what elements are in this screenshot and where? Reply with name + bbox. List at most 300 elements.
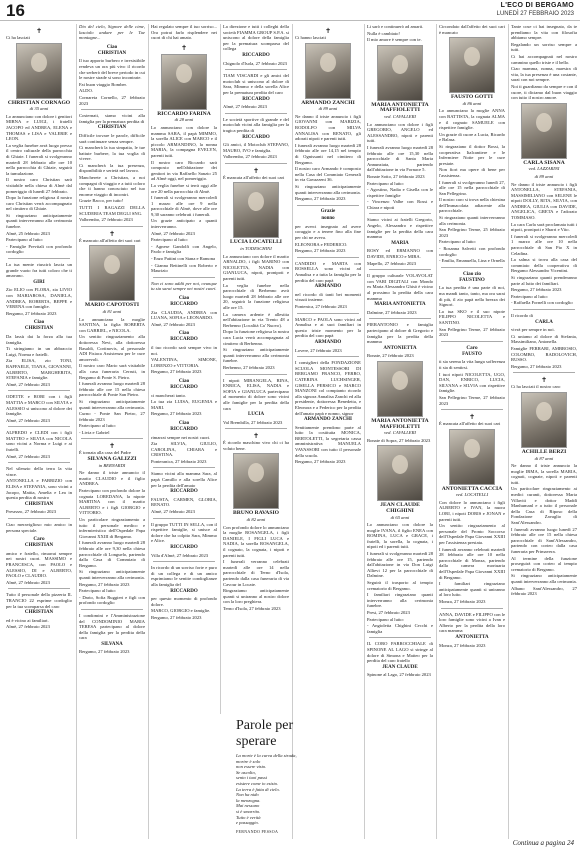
- notice-text: nel ricordo di tanti bei momenti vissuti insieme.: [295, 291, 361, 303]
- notice-text: Con profondo dolore lo annunciano la moglie ROSANGELA, i figli DANIELE, I FIGLI LUCA e NADIA, la sorella ROSANGELA, il cognato, la cognata, i nipoti e parenti tutti.: [223, 524, 289, 558]
- poem-line: non essere visto.: [236, 764, 267, 770]
- notice-text: Lo annunciano con dolore i figli GREGORIO, ANGELO ed ALESSANDRO, nipoti e parenti tutti.: [367, 121, 433, 144]
- deceased-age: di 89 anni: [318, 106, 338, 112]
- notice-text: ALFREDO e CLEDI con i figli MATTEO e SILVIA con NICOLA sono vicini a Norma e Luigi e ai fratelli.: [6, 430, 72, 453]
- notice-name: SILVANA: [101, 641, 123, 647]
- notice-text: È mancata all'affetto dei suoi cari: [223, 174, 285, 180]
- portrait-photo: [161, 54, 207, 110]
- notice-name: ARMANDO: [314, 284, 342, 290]
- cross-icon: ✝: [541, 376, 547, 385]
- divider: [369, 213, 431, 214]
- notice-text: Ciao mamma, nonna, maestra di vita, la tua presenza è una costante, sarai con noi sempre.: [511, 66, 577, 83]
- notice-text: TIAM VISCARDI e gli amici del motoclub si uniscono al dolore di Sara, Mimmo e della sorella Alice per la prematura perdita del caro: [223, 73, 289, 95]
- notice-text: il tuo ricordo sarà sempre vivo in noi.: [151, 344, 217, 356]
- notice-text: Ne danno il triste annuncio la moglie IRMA, la sorella MARIA, cognati, cognate, nipoti e parenti tutti.: [511, 463, 577, 485]
- notice-text: Nulla è cambiato!: [367, 30, 400, 36]
- cross-icon: ✝: [469, 413, 475, 422]
- divider: [297, 257, 359, 258]
- notice-text: San Pellegrino Terme, 27 febbraio 2023: [439, 326, 505, 338]
- notice-text: Almè, 27 febbraio 2023: [151, 230, 195, 236]
- notice-text: Ci hai accompagnati nel nostro cammino quello triste e il bello.: [511, 53, 577, 65]
- notice-text: La veglia funebre avrà luogo presso il centro culturale della parrocchia di Ghiaie. I funerali si svolgeranno martedì 28 febbraio alle ore 10 nella parrocchia di Ghiaie, seguirà la tumulazione.: [6, 142, 72, 176]
- notice-text: Si ringraziano anticipatamente quanti interverranno alla cerimonia funebre.: [223, 347, 289, 364]
- notice-text: I funerali si svolgeranno martedì 28 febbraio alle ore 15, partendo dall'abitazione in via Don Luigi Allievi 12 per la parrocchiale di Dalmine.: [367, 551, 433, 579]
- divider: [225, 69, 287, 70]
- poem-line: e passaggio.: [236, 820, 259, 826]
- divider: [81, 609, 143, 610]
- notice-name: Grazie: [320, 208, 336, 214]
- deceased-name: ACHILLE BERZI: [521, 448, 567, 455]
- notice-heading: Ciao: [178, 377, 190, 384]
- notice-text: Si ringraziano anticipatamente quanti interverranno alla cerimonia funebre.: [6, 212, 72, 230]
- notice-text: Noi ti guardiamo da sempre e con il cuore, ti diciamo dal buon viaggio con tutto il nostro amore.: [511, 83, 577, 101]
- divider: [225, 113, 287, 114]
- obituary-column-2: [76, 24, 147, 839]
- cross-icon: ✝: [109, 442, 115, 451]
- notice-name: RICCARDO: [170, 337, 198, 343]
- notice-text: Fai buon viaggio Bomber.: [79, 81, 127, 87]
- notice-text: Il tuo apporto burbero e irresistibile rendeva un ora più vivo il ricordo che serberò del breve periodo in cui le nostre strade si sono incontrate.: [79, 58, 145, 81]
- notice-text: Grazie Bacco, per tutto!: [79, 198, 124, 204]
- divider: [369, 637, 431, 638]
- obituary-column-6: [364, 24, 435, 839]
- notice-text: Partecipano al lutto:: [79, 423, 116, 429]
- notice-name: ANTONIETTA: [455, 634, 489, 640]
- notice-name: RICCARDO: [170, 588, 198, 594]
- notice-text: Il mio amore è sempre con te.: [367, 37, 422, 43]
- notice-text: - Enzo Pattini con Siana e Ramona: [151, 256, 216, 262]
- notice-text: Il ricordo di: [511, 312, 533, 318]
- notice-name: MARIA ANTONIETTA: [374, 302, 426, 308]
- notice-text: - Gianna Bettinelli con Roberto e Maurizio: [151, 262, 217, 274]
- notice-text: Tutto il personale della pizzeria IL TRANCIO 22 esprime cordoglio per la tua scomparsa del caro: [6, 592, 72, 609]
- notice-text: Il nostro caro si trova nella chiesina dell'Immacolata adiacente alla parrocchiale.: [439, 197, 505, 214]
- notice-text: Valbrembo, 27 febbraio 2023: [79, 217, 133, 223]
- notice-heading: Ciao: [33, 319, 45, 326]
- notice-name: GIRI: [33, 279, 45, 285]
- notice-text: I funerali avranno luogo martedì 28 febbraio alle ore 9,30 nella chiesa parrocchiale di Longuelo, partendo dalla Casa di Commiato di Bergamo.: [79, 540, 145, 568]
- notice-text: La direzione e tutti i colleghi della società FIAMMA GROUP S.P.A. si uniscono al dolore della famiglia per la prematura scomparsa del collega: [223, 24, 289, 52]
- notice-text: Almè, 27 febbraio 2023: [6, 381, 50, 387]
- notice-text: Ci uniamo al dolore di Stefania, Massimiliano, Antonella.: [511, 333, 577, 345]
- notice-text: - Emilia, Emanuella, Lina e Ornella: [439, 258, 505, 264]
- notice-name: CHRISTIAN: [24, 501, 54, 507]
- notice-name: RICCARDO: [170, 545, 198, 550]
- notice-text: Curno - Ponte San Pietro, 27 febbraio 2023: [79, 411, 145, 422]
- notice-text: Da lassù dai la forza alla tua famiglia.: [6, 333, 72, 345]
- notice-text: I condomini e l'Amministrazione del CONDOMINIO MARIA TERESA partecipano al dolore della famiglia per la perdita della cara: [79, 612, 145, 641]
- notice-text: ROSY ed ERMANNO con DAVIDE, ENRICO e MIRA.: [367, 248, 433, 260]
- notice-text: Bergamo, 27 febbraio 2023: [79, 649, 130, 655]
- divider: [441, 608, 503, 609]
- divider: [153, 518, 215, 519]
- deceased-name: ANTONIETTA CACCIA: [441, 485, 503, 492]
- notice-text: Ne danno il triste annuncio il marito CLAUDIO e il figlio ANDREA.: [79, 470, 145, 487]
- notice-text: Lovere, 27 febbraio 2023: [295, 347, 342, 353]
- divider: [441, 267, 503, 268]
- notice-text: - Rosanna Salvetti con profondo cordoglio: [439, 246, 505, 257]
- divider: [8, 426, 70, 427]
- poem-line: La morte è la curva della strada,: [236, 753, 297, 758]
- notice-text: Partecipano al lutto:: [151, 237, 188, 243]
- notice-text: Non fiori ma opere di bene per l'assistenza.: [439, 167, 505, 178]
- deceased-age: ved. CAVALLERI: [384, 113, 416, 119]
- notice-text: I funerali si svolgeranno mercoledì 1 marzo alle ore 9 nella parrocchiale di Almè, dove alle ore 9,30 saranno celebrati i funerali.: [151, 195, 217, 217]
- notice-text: Si ringraziano anticipatamente quanti interverranno alla cerimonia.: [511, 573, 577, 584]
- notice-text: La camera ardente è allestita nell'abitazione in via Trento 48 a Berbenno (Località Ca' Nuovo).: [223, 311, 289, 328]
- deceased-age: di 89 anni: [534, 173, 554, 179]
- notice-name: FAUSTINO: [459, 277, 485, 283]
- deceased-age: ved. CAVALLERI: [384, 430, 416, 436]
- notice-text: Hai regalato sempre il tuo sorriso... Ora potrai farlo risplendere nei cuori di chi hai amato.: [151, 24, 217, 41]
- notice-name: RICCARDO: [242, 52, 270, 58]
- cross-icon: ✝: [253, 432, 259, 441]
- notice-name: ARMANDO ZANCHI: [304, 417, 352, 423]
- divider: [8, 462, 70, 463]
- notice-text: Gli amici, il Motoclub STEFANO, MAURO, IVO e famiglia.: [223, 142, 289, 153]
- notice-text: Un grazie di cuore a Lucia, Ricardo e Balasa.: [439, 131, 505, 143]
- deceased-age: di 65 anni: [390, 514, 410, 520]
- notice-text: I funerali verranno celebrati martedì alle ore 14 nella parrocchiale di Terno d'Isola, partendo dalla casa funeraria di via Cavour in Locate.: [223, 559, 289, 587]
- notice-text: Almè, 27 febbraio 2023: [6, 579, 50, 585]
- notice-text: Partecipano con profondo dolore la cognata LOREDANA, la nipote MARTINA con il marito ALBERTO e i figli GIORGIO e VITTORIO.: [79, 488, 145, 516]
- notice-text: Presi, 27 febbraio 2023: [367, 610, 410, 615]
- notice-text: Tante cose ci hai insegnato, da te prendiamo la vita con filosofia abbiamo sempre.: [511, 24, 577, 41]
- notice-text: Costernati, siamo vicini alla famiglia per la prematura perdita di: [79, 113, 145, 124]
- divider: [81, 438, 143, 439]
- notice-text: Partecipano al lutto:: [367, 180, 404, 186]
- notice-text: Il nostro caro Armando è composto nella Casa del Commiato Generali in via Gavazzeni 36.: [295, 166, 361, 183]
- deceased-name: LUCIA LOCATELLI: [230, 239, 282, 246]
- notice-text: Almè, 27 febbraio 2023: [223, 104, 267, 110]
- notice-text: FAUSTA, CARMEN, GLORIA, RENATO.: [151, 496, 217, 508]
- portrait-photo: [305, 43, 351, 99]
- notice-text: Regalando un sorriso sempre a tutti.: [511, 41, 577, 53]
- notice-text: È mancato all'affetto dei suoi cari: [79, 237, 141, 243]
- notice-text: - Agnese Gandolfi con Angelo, Paolo e famiglia: [151, 243, 217, 255]
- portrait-photo: [449, 37, 495, 93]
- notice-text: ANTONELLA e FABRIZIO con ELISA e STEFANIA, sono vicini a Jacopo, Mattia, Amelia e Lea in questa perdita di nostro: [6, 478, 72, 501]
- notice-text: Zia ELISA, zio TONI, RAFFAELE, TIANA, GIOVANNI, ALBERTO, MARGHERITA, STEFANIA e famiglie.: [6, 358, 72, 381]
- notice-text: Partecipano al lutto:: [6, 237, 43, 243]
- cross-icon: ✝: [181, 43, 187, 52]
- notice-text: Valbrembo, 27 febbraio 2023: [223, 154, 277, 160]
- notice-heading: Ciao zio: [462, 270, 481, 277]
- divider: [81, 109, 143, 110]
- notice-text: Zia SILVIA, GIULIO, CAROLINA, CHIARA e CRISTINA.: [151, 441, 217, 458]
- notice-heading: Ciao: [178, 330, 190, 337]
- notice-text: Bonate di Sopra, 27 febbraio 2023: [367, 437, 431, 443]
- notice-text: Bergamo, 27 febbraio 2023: [6, 310, 57, 316]
- notice-text: Dopo la funzione religiosa il nostro caro Christian verrà accompagnato nel cimitero di Ghiaie.: [6, 195, 72, 212]
- poem-line: si è smarrito.: [236, 808, 261, 814]
- notice-heading: Ciao: [106, 43, 118, 50]
- portrait-photo: [521, 103, 567, 159]
- obituary-column-8: [508, 24, 579, 839]
- notice-text: IL CORO PARROCCHIALE di SPINONE AL LAGO si stringe al dolore di Simona e Matteo per la perdita del caro fratello: [367, 641, 433, 664]
- divider: [8, 258, 70, 259]
- notice-text: Il gruppo culturale VOLAVOLAT con VARI DIGITALI con Mondo ex Maria Alessandro Ghisò è vicino al prossimo la perdita della cara mamma: [367, 273, 433, 301]
- notice-text: MARCO e PAOLA sono vicini ad Annalisa e ai suoi familiari in questo triste momento per la perdita del caro papà: [295, 316, 361, 339]
- notice-text: In ricordo di un sorriso forte e puro di un collega e di un amico esprimiamo le sentite condoglianze alla famiglia del: [151, 565, 217, 587]
- notice-text: Li sarò e continuerò ad amarti.: [367, 24, 424, 29]
- notice-text: amico e fratello, rimarrai sempre nei nostri cuori. MASSIMO e FRANCESCA, con PAOLO e ALESSIO, DI e ALBERTO, PAOLO e CLAUDIO.: [6, 550, 72, 579]
- cross-icon: ✝: [325, 27, 331, 35]
- notice-name: MARIA: [391, 240, 409, 246]
- notice-text: Lo annunciano con dolore la mamma SARA, il papà MIMMO, la sorella ALICE con MARCO e il piccolo ARMANDINO, la nonna MARIA, la compagna EVELYN, parenti tutti.: [151, 124, 217, 158]
- newspaper-title: L'ECO DI BERGAMO: [500, 2, 574, 9]
- notice-text: Un sentito ringraziamento al personale del Pronto Soccorso dell'Ospedale Papa Giovanni XXIII per l'assistenza prestata.: [439, 523, 505, 546]
- notice-text: Bergamo, 27 febbraio 2023: [511, 363, 562, 369]
- notice-text: Le società sportive di grande e del motoclub vicini alla famiglia per la tragica perdita di: [223, 116, 289, 133]
- notice-text: Monza, 27 febbraio 2023: [439, 642, 486, 648]
- page-header: [0, 0, 580, 21]
- notice-text: Circondato dall'affetto dei suoi cari è mancato: [439, 24, 505, 35]
- notice-text: Terno d'Isola, 27 febbraio 2023: [223, 605, 281, 611]
- poem-line: La terra è fatta di cielo.: [236, 786, 280, 792]
- notice-name: nonno: [321, 216, 335, 222]
- notice-text: Dio del cielo, Signore delle cime, lascialo andare per le Tue montagne...: [79, 24, 145, 41]
- notice-text: Ponteranica, 27 febbraio 2023: [151, 458, 207, 464]
- notice-text: Con dolore lo annunciano i figli ALBERTO e IVAN, la nuora LORI, i nipoti DORIS e JONAN e parenti tutti.: [439, 499, 505, 522]
- notice-name: RICCARDO: [170, 489, 198, 495]
- divider: [297, 356, 359, 357]
- notice-text: Non ci sono addii per noi, ovunque tu sia sarai sempre nei nostri cuori.: [151, 280, 217, 292]
- notice-name: RICCARDO: [170, 384, 198, 390]
- obituary-column-1: [4, 24, 74, 839]
- portrait-photo: [233, 182, 279, 238]
- notice-text: Ne danno il triste annuncio i figli ANTONELLA, STEFANIA, MASSIMILIANO con SELENE le nipoti DOLLY, RITA, SILVIA, con ANDREA, GIULIA con DAVIDE, ANGELICA, GRETA e l'adorato TOMMASO.: [511, 181, 577, 221]
- deceased-age: in BERNARDI: [98, 462, 126, 468]
- notice-name: ARMANDO: [314, 339, 342, 345]
- poem-line: esistere come io esisto.: [236, 780, 279, 786]
- notice-text: Seguirà il trasporto al tempio crematorio di Bergamo.: [367, 580, 433, 591]
- divider: [153, 467, 215, 468]
- notice-text: MARCO, GIORGIO e famiglie.: [151, 608, 211, 614]
- notice-text: I funerali si svolgeranno mercoledì 1 marzo alle ore 10 nella parrocchiale di San Pio X in Celadina.: [511, 233, 577, 256]
- divider: [153, 277, 215, 278]
- divider: [81, 226, 143, 227]
- notice-text: Bergamo, 27 febbraio 2023: [295, 248, 346, 254]
- portrait-photo: [89, 245, 135, 301]
- notice-text: ti sia serena la vita lunga sofferenza ti sia di sentirsi.: [439, 359, 505, 370]
- notice-name: CHRISTIAN: [24, 326, 54, 332]
- notice-text: La salma si trova alla casa del commiato della cooperativa di Bergamo Alessandro Vicentini.: [511, 257, 577, 274]
- notice-text: Si ringraziano il dottor Bossi, la cooperativa Italcantiere e le Infermiere Notte per le cure prestate.: [439, 143, 505, 166]
- notice-text: VALENTINA, SIMONE, LORENZO e VITTORIA.: [151, 357, 217, 368]
- notice-text: - Agostino, Nadia e Gisella con le rispettive famiglie: [367, 187, 433, 198]
- notice-text: Siamo vicini alla mamma Sara, al papà Camillo e alla sorella Alice per la perdita dell'amato: [151, 471, 217, 488]
- portrait-photo: [377, 45, 423, 101]
- poem-line: sento i tuoi passi: [236, 775, 268, 781]
- notice-text: I tuoi nipoti NICOLETTA, UGO, DAN, ENRICO, LUCIA, SILVANA e SILVIA con rispettive famiglie.: [439, 371, 505, 394]
- continued-note: Continua a pagina 24: [512, 839, 574, 847]
- notice-text: PIERANTONIO e famiglia partecipano al dolore di Gregorio e famiglia per la perdita della mamma: [367, 322, 433, 345]
- divider: [225, 163, 287, 164]
- notice-text: - Famiglie Previtali con profondo cordoglio: [6, 243, 72, 255]
- notice-text: I nipoti MIRANGELA, RINA, ENRICA, ELISA, NADIA e SOFIA e GIANLUCA partecipano al momento di dolore sono vicini alle famiglie per la perdita della cara: [223, 377, 289, 411]
- notice-text: Lo annunciano con dolore il marito ARNALDO, i figli MARINO con NICOLETTA, NADIA con GIANLUCA, nipoti, pronipoti e parenti tutti.: [223, 253, 289, 282]
- deceased-age: di 35 anni: [29, 106, 49, 112]
- divider: [297, 205, 359, 206]
- notice-text: Partecipano al lutto:: [439, 239, 476, 245]
- notice-text: Almè, 25 febbraio 2023: [6, 230, 50, 236]
- poem-lines: [236, 753, 321, 826]
- notice-heading: Caro: [466, 344, 478, 351]
- notice-text: CANDIDO e MARTA con ROSSELLA sono vicini ad Annalisa e a tutta la famiglia per la perdita del caro papà: [295, 260, 361, 283]
- notice-text: Bergamo, 27 febbraio 2023: [295, 459, 346, 465]
- portrait-photo: [449, 429, 495, 485]
- notice-text: TUTTI I RAGAZZI DELLA SCUDERIA TEAM DEGLI SNG.: [79, 205, 145, 216]
- notice-text: Mancherete a Christian, a noi compagni di viaggio e a tutti coloro che ti hanno conosciuto nel tuo enorme viaggio di incontri.: [79, 175, 145, 197]
- poem-line: la menzogna.: [236, 797, 261, 803]
- poem-author: FERNANDO PESSOA: [236, 828, 279, 834]
- notice-text: Bergamo, 27 febbraio 2023: [79, 581, 130, 587]
- portrait-photo: [377, 361, 423, 417]
- notice-text: Si ringraziano anticipatamente quanti interverranno alla cerimonia.: [295, 183, 361, 195]
- notice-text: È tornata alla casa del Padre: [79, 450, 131, 456]
- obituary-column-7: [436, 24, 507, 839]
- notice-text: Il gruppo TUTTI IN SELLA, con il rispettive famiglie, si unisce al dolore che ha colpito Sara, Mimmo e Alice.: [151, 521, 217, 544]
- notice-text: - Dario, Sofia Ruggieri e figli con profondo cordoglio: [79, 594, 145, 606]
- poem-line: morire è solo: [236, 758, 261, 764]
- notice-text: Lo annunciano con dolore la moglie IVANA, il figlio ENEA con ROMINA, LUCA e GRACE, i fratelli, la sorella, la cognata, i nipoti ed i parenti tutti.: [367, 522, 433, 550]
- notice-text: - Angioletta Chighini Cecchi e famiglia: [367, 623, 433, 634]
- notice-text: Bonate Sotto, 27 febbraio 2023: [367, 173, 425, 179]
- notice-text: Ringraziamo anticipatamente quanti si uniranno al nostro dolore con la loro preghiera.: [223, 588, 289, 605]
- notice-text: - Livia e Gabriel: [79, 429, 110, 435]
- poem-title: Parole per sperare: [236, 718, 294, 749]
- deceased-name: RICCARDO FARINA: [157, 110, 211, 117]
- poem-line: Tutto è verità: [236, 814, 261, 820]
- notice-text: Val Brembilla, 27 febbraio 2023: [223, 419, 283, 425]
- portrait-photo: [377, 445, 423, 501]
- notice-text: Ci hanno lasciati: [295, 35, 326, 40]
- deceased-name: JEAN CLAUDE CHIGHINI: [380, 502, 420, 514]
- divider: [8, 518, 70, 519]
- notice-name: RICCARDO: [242, 96, 270, 102]
- deceased-age: ved. LOCATELLI: [455, 492, 489, 498]
- deceased-age: di 87 anni: [534, 455, 554, 461]
- notice-heading: Ciao: [178, 295, 190, 301]
- deceased-age: di 81 anni: [102, 309, 122, 314]
- notice-text: Si ringraziano quanti prenderanno parte al lutto dei familiari.: [511, 275, 577, 286]
- notice-text: Bergamo, 27 febbraio 2023: [151, 369, 202, 375]
- notice-heading: Ciao: [178, 419, 190, 426]
- cross-icon: ✝: [109, 229, 115, 238]
- notice-text: La veglia funebre nella parrocchiale di Berbenno avrà luogo martedì 28 febbraio alle ore 20, seguirà la funzione religiosa alle ore 15.: [223, 282, 289, 310]
- deceased-name: CARLA SISANA: [523, 159, 565, 166]
- notice-text: Un sentito ringraziamento alla dottoressa Nevi, alla dottoressa Basaldi, Cortinovis, al personale ADI Fisiaca Assistenza per le cure amorevoli.: [79, 334, 145, 362]
- notice-text: Un particolare ringraziamento ai medici curanti, dottoressa Maria Villaviti e dottor Maddì Manhumanl e a tutto il personale della Casa di Riposo della Fondazione Zavaglio di Sant'Alessandro.: [511, 486, 577, 526]
- notice-text: Partecipano al lutto:: [367, 616, 404, 622]
- notice-text: Partecipano al lutto:: [79, 588, 116, 594]
- notice-text: Il nostro caro Riccardo sarà composto nell'abitazione dei genitori in via Raffaello Sanzio 25 ad Almè oggi, nel pomeriggio.: [151, 159, 217, 182]
- notice-text: Bergamo, 27 febbraio 2023: [151, 411, 202, 417]
- cross-icon: ✝: [253, 166, 259, 175]
- notice-text: Dalmine, 27 febbraio 2023: [367, 309, 417, 315]
- obituary-column-4: [220, 24, 291, 714]
- notice-text: Cornareta Cornello, 27 febbraio 2023: [79, 94, 145, 106]
- notice-text: Siamo vicini ai fratelli Gregorio, Angelo, Alessandro e rispettive famiglie per la perdita della cara mamma: [367, 217, 433, 240]
- notice-text: Presezzo, 27 febbraio 2023: [6, 509, 57, 515]
- notice-text: Il nostro caro Mario sarà visitabile alla casa funeraria Cerruti, in Bergamo di Ponte S. Pietro.: [79, 363, 145, 380]
- notice-text: Ti stringiamo in un abbraccio Luigi, Norma e fratelli.: [6, 346, 72, 357]
- notice-text: I familiari ringraziano anticipatamente quanti si uniranno al loro lutto.: [439, 581, 505, 598]
- notice-text: ALDO.: [79, 88, 93, 94]
- notice-text: Lo annunciano la moglie ANNA con BATTISTA, la cognata ALMA e il cognato SAMUELE con rispettive famiglie.: [439, 108, 505, 131]
- divider: [153, 561, 215, 562]
- notice-text: - Vincenzo Valbe con Rossi e Chiara e nipoti: [367, 199, 433, 210]
- notice-name: RICCARDO: [170, 426, 198, 432]
- notice-text: La tua perdita è una parte di noi, ma mandi tanto, tanto, ma ora sarai di più, il zio papà nella brezza dei Signori.: [439, 285, 505, 308]
- notice-text: Ci ha lasciati: [6, 35, 30, 40]
- notice-text: Monza, 27 febbraio 2023: [439, 598, 486, 604]
- page-number: 16: [6, 1, 25, 20]
- notice-text: ANNA, DAVIDE e FILIPPO con le loro famiglie sono vicini a Ivan e Alberto per la perdita della loro cara mamma: [439, 611, 506, 634]
- divider: [225, 428, 287, 429]
- deceased-name: FAUSTO GOTTI: [451, 94, 493, 101]
- notice-text: - Raffaella Fornelli con cordoglio: [511, 300, 573, 306]
- notice-text: ELEONORA e FEDERICO.: [295, 241, 348, 247]
- deceased-name: MARIO CAPOTOSTI: [84, 302, 140, 309]
- notice-text: Si ringraziano quanti interverranno alla cerimonia.: [439, 215, 505, 226]
- notice-name: LUCIA: [247, 412, 265, 418]
- divider: [441, 341, 503, 342]
- notice-text: Almè, 27 febbraio 2023: [6, 417, 50, 423]
- notice-name: CHRISTIAN: [97, 125, 127, 131]
- notice-name: ANTONIETTA: [383, 345, 417, 351]
- deceased-name: ARMANDO ZANCHI: [301, 99, 355, 106]
- deceased-name: MARIA ANTONIETTA MAFFIOLETTI: [371, 417, 429, 430]
- deceased-name: BRUNO RAVASIO: [233, 510, 279, 517]
- notice-text: San Pellegrino Terme, 27 febbraio 2023: [439, 394, 505, 406]
- poem-box: [236, 718, 321, 834]
- notice-text: per questo momento di profondo dolore.: [151, 596, 217, 607]
- notice-text: Almè, 27 febbraio 2023: [6, 453, 50, 459]
- notice-text: La tua zia LUISA, EUGENIA e MARI.: [151, 399, 217, 410]
- notice-text: Villa d'Almè, 27 febbraio 2023: [151, 552, 209, 558]
- divider: [225, 374, 287, 375]
- notice-text: I funerali avranno luogo martedì 28 febbraio alle ore 15 nella chiesa parrocchiale di Ponte San Pietro.: [79, 381, 145, 398]
- notice-text: Al termine della funzione proseguirà con corteo al tempio crematorio di Bergamo.: [511, 555, 577, 572]
- notice-text: I funerali avranno luogo martedì 28 febbraio alle ore 14,15 nel tempio di Ognissanti nel cimitero di Bergamo.: [295, 142, 361, 165]
- notice-text: La veglia funebre si terrà oggi alle ore 20 nella parrocchia di Almè.: [151, 182, 217, 194]
- notice-text: Lo annunciano con dolore i genitori MIRNA e LUIGI, i fratelli JACOPO ed ANDREA, ELENA e THOMAS e LISA e VALERIE e LEON.: [6, 113, 72, 142]
- notice-text: Bonate, 27 febbraio 2023: [367, 353, 414, 359]
- deceased-age: in TODESCHINI: [240, 246, 272, 252]
- poem-line: Se ascolto,: [236, 769, 256, 775]
- notice-text: Si ringraziano anticipatamente quanti interverranno alla cerimonia.: [79, 569, 145, 580]
- notice-text: I funerali avranno celebrati martedì 28 febbraio alle ore 10 nella parrocchiale di Monza, partendo dalla camera mortuaria dell'Ospedale Papa Giovanni XXIII di Bergamo.: [439, 546, 505, 580]
- portrait-photo: [16, 43, 62, 99]
- notice-text: La tua SKO e il suo nipote FILIPPO NICOLETTA e SANTINO.: [439, 308, 505, 325]
- notice-text: Ci mancherà la tua presenza, disponibilità e serietà nel lavoro.: [79, 162, 145, 174]
- notice-text: I familiari ringraziano quanti interverranno alla cerimonia funebre.: [367, 592, 433, 609]
- notice-text: Il nostro caro Christian sarà visitabile nella chiesa di Almè dal pomeriggio di lunedì 27 febbraio.: [6, 177, 72, 194]
- notice-text: Difficile trovare le parole, difficile sarà continuare senza sempre.: [79, 132, 145, 144]
- notice-text: Mapello, 27 febbraio 2023: [367, 260, 416, 266]
- notice-name: JEAN CLAUDE: [382, 664, 418, 670]
- divider: [441, 409, 503, 410]
- notice-text: Zia CLAUDIA, ANDREA con LUANA, SOFIA e LEONARDO.: [151, 309, 217, 321]
- deceased-name: CHRISTIAN CORNAGO: [7, 99, 71, 106]
- divider: [513, 372, 575, 373]
- notice-text: Bergamo, 27 febbraio 2023: [295, 196, 346, 202]
- deceased-age: ved. LAZZARINI: [528, 166, 560, 172]
- notice-text: Berbenno, 27 febbraio 2023: [223, 364, 275, 370]
- notice-text: Spinone al Lago, 27 febbraio 2023: [367, 672, 431, 678]
